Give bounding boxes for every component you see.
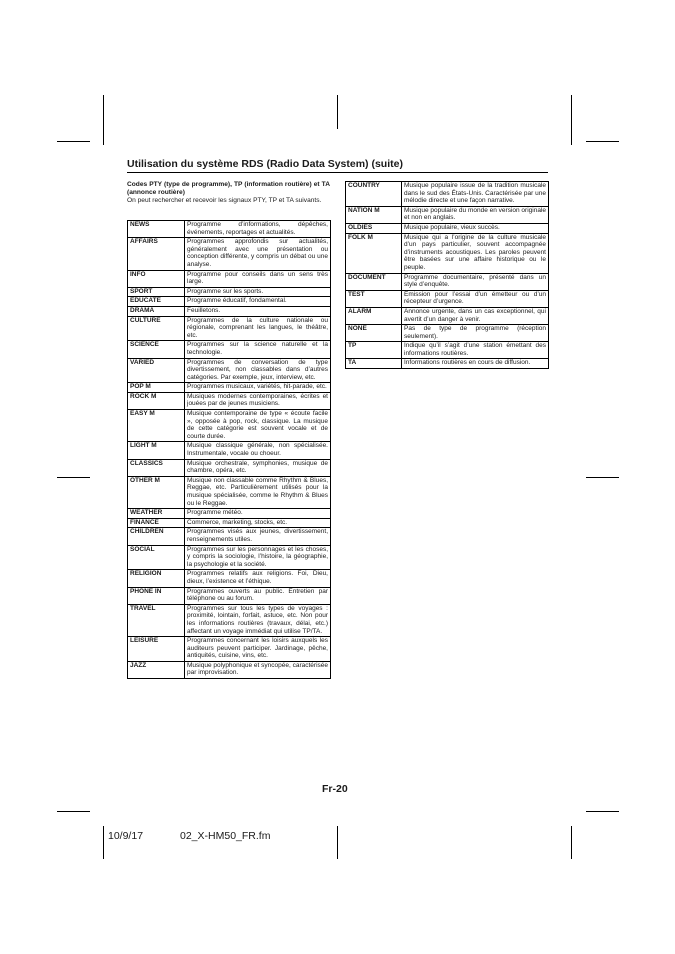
pty-codes-table-right: [345, 181, 549, 369]
table-row: [128, 528, 331, 545]
crop-mark: [571, 826, 572, 859]
table-row: [128, 518, 331, 528]
pty-codes-table-left: [127, 220, 331, 679]
table-row: [128, 661, 331, 678]
table-row: [128, 392, 331, 409]
pty-description: Musique non classable comme Rhythm & Blues, Reggae, etc. Particulièrement utilisés pour la musique spécialisée, comme le Rhythm & Blues ou le Reggae.: [185, 476, 331, 508]
pty-description: Feuilletons.: [185, 306, 331, 316]
pty-description: Musique populaire du monde en version originale et non en anglais.: [402, 206, 549, 223]
crop-mark: [337, 826, 338, 859]
pty-description: Indique qu’il s’agit d’une station émettant des informations routières.: [402, 342, 549, 359]
crop-mark: [586, 811, 619, 812]
pty-description: Programmes ouverts au public. Entretien par téléphone ou au forum.: [185, 587, 331, 604]
pty-code: NEWS: [128, 221, 185, 238]
pty-description: Programmes sur tous les types de voyages : proximité, lointain, forfait, astuce, etc. Non pour les informations routières (travaux, délai, etc.) affectant un voyage immédiat qui utilise TP/TA.: [185, 604, 331, 636]
pty-description: Programme pour conseils dans un sens très large.: [185, 270, 331, 287]
pty-description: Programmes visés aux jeunes, divertissement, renseignements utiles.: [185, 528, 331, 545]
pty-description: Musique classique générale, non spécialisée. Instrumentale, vocale ou choeur.: [185, 442, 331, 459]
pty-code: WEATHER: [128, 509, 185, 519]
pty-description: Musiques modernes contemporaines, écrites et jouées par de jeunes musiciens.: [185, 392, 331, 409]
table-row: [128, 637, 331, 662]
table-row: [128, 410, 331, 442]
pty-code: DOCUMENT: [346, 273, 402, 290]
pty-code: ROCK M: [128, 392, 185, 409]
pty-description: Émission pour l’essai d’un émetteur ou d’un récepteur d’urgence.: [402, 290, 549, 307]
pty-code: ALARM: [346, 307, 402, 324]
pty-code: NATION M: [346, 206, 402, 223]
pty-code: CHILDREN: [128, 528, 185, 545]
table-row: [128, 287, 331, 297]
crop-mark: [57, 477, 90, 478]
table-row: [128, 221, 331, 238]
pty-description: Programme documentaire, présenté dans un style d’enquête.: [402, 273, 549, 290]
page-title: Utilisation du système RDS (Radio Data System) (suite): [127, 158, 403, 170]
table-row: [346, 233, 549, 273]
pty-code: JAZZ: [128, 661, 185, 678]
table-row: [128, 509, 331, 519]
pty-code: FINANCE: [128, 518, 185, 528]
table-row: [346, 223, 549, 233]
table-row: [346, 206, 549, 223]
pty-code: OLDIES: [346, 223, 402, 233]
pty-code: POP M: [128, 383, 185, 393]
intro-text: On peut rechercher et recevoir les signaux PTY, TP et TA suivants.: [127, 196, 322, 204]
table-row: [346, 325, 549, 342]
pty-code: CULTURE: [128, 316, 185, 341]
table-row: [128, 270, 331, 287]
pty-code: VARIED: [128, 358, 185, 383]
pty-code: COUNTRY: [346, 182, 402, 207]
table-row: [128, 442, 331, 459]
title-divider: [127, 172, 548, 173]
pty-code: TA: [346, 359, 402, 369]
crop-mark: [103, 95, 104, 145]
table-row: [128, 587, 331, 604]
pty-code: TRAVEL: [128, 604, 185, 636]
pty-code: SCIENCE: [128, 341, 185, 358]
table-row: [128, 238, 331, 270]
table-row: [128, 383, 331, 393]
pty-description: Programme sur les sports.: [185, 287, 331, 297]
pty-description: Annonce urgente, dans un cas exceptionnel, qui avertit d’un danger à venir.: [402, 307, 549, 324]
pty-description: Musique polyphonique et syncopée, caractérisée par improvisation.: [185, 661, 331, 678]
table-row: [346, 359, 549, 369]
pty-code: CLASSICS: [128, 459, 185, 476]
table-row: [128, 604, 331, 636]
pty-description: Commerce, marketing, stocks, etc.: [185, 518, 331, 528]
intro-heading: Codes PTY (type de programme), TP (information routière) et TA (annonce routière): [127, 181, 330, 196]
table-row: [128, 570, 331, 587]
pty-description: Programmes sur la science naturelle et la technologie.: [185, 341, 331, 358]
pty-description: Musique qui a l’origine de la culture musicale d’un pays particulier, souvent accompagnée d’instruments acoustiques. Les paroles peuvent être basées sur une affaire historique ou le peuple.: [402, 233, 549, 273]
pty-code: PHONE IN: [128, 587, 185, 604]
table-row: [346, 182, 549, 207]
table-row: [128, 459, 331, 476]
table-row: [128, 316, 331, 341]
table-row: [128, 306, 331, 316]
page-number: Fr-20: [322, 783, 348, 795]
pty-description: Programme éducatif, fondamental.: [185, 297, 331, 307]
pty-code: LEISURE: [128, 637, 185, 662]
table-row: [128, 476, 331, 508]
pty-description: Programmes de la culture nationale ou régionale, comprenant les langues, le théâtre, etc.: [185, 316, 331, 341]
pty-code: SOCIAL: [128, 545, 185, 570]
pty-code: INFO: [128, 270, 185, 287]
pty-description: Programmes concernant les loisirs auxquels les auditeurs peuvent participer. Jardinage, pêche, antiquités, cuisine, vins, etc.: [185, 637, 331, 662]
pty-code: SPORT: [128, 287, 185, 297]
pty-description: Musique orchestrale, symphonies, musique de chambre, opéra, etc.: [185, 459, 331, 476]
pty-description: Programme d’informations, dépêches, événements, reportages et actualités.: [185, 221, 331, 238]
footer-date: 10/9/17: [108, 830, 144, 842]
pty-code: EASY M: [128, 410, 185, 442]
crop-mark: [586, 477, 619, 478]
pty-code: OTHER M: [128, 476, 185, 508]
footer-filename: 02_X-HM50_FR.fm: [180, 830, 271, 842]
pty-description: Musique populaire issue de la tradition musicale dans le sud des États-Unis. Caractérisée par une mélodie directe et une façon narrative.: [402, 182, 549, 207]
pty-code: DRAMA: [128, 306, 185, 316]
pty-code: LIGHT M: [128, 442, 185, 459]
table-row: [346, 273, 549, 290]
pty-description: Musique contemporaine de type « écoute facile », opposée à pop, rock, classique. La musique de cette catégorie est souvent vocale et de courte durée.: [185, 410, 331, 442]
crop-mark: [103, 826, 104, 859]
pty-description: Programmes musicaux, variétés, hit-parade, etc.: [185, 383, 331, 393]
pty-code: EDUCATE: [128, 297, 185, 307]
pty-code: FOLK M: [346, 233, 402, 273]
crop-mark: [57, 811, 90, 812]
table-row: [346, 342, 549, 359]
pty-description: Programme météo.: [185, 509, 331, 519]
pty-code: RELIGION: [128, 570, 185, 587]
table-row: [128, 341, 331, 358]
pty-code: NONE: [346, 325, 402, 342]
crop-mark: [57, 141, 90, 142]
pty-description: Programmes approfondis sur actualités, généralement avec une présentation ou conception différente, y compris un débat ou une analyse.: [185, 238, 331, 270]
table-row: [128, 545, 331, 570]
pty-description: Informations routières en cours de diffusion.: [402, 359, 549, 369]
pty-description: Musique populaire, vieux succès.: [402, 223, 549, 233]
pty-description: Programmes relatifs aux religions. Foi, Dieu, dieux, l’existence et l’éthique.: [185, 570, 331, 587]
pty-code: TP: [346, 342, 402, 359]
pty-code: TEST: [346, 290, 402, 307]
pty-description: Pas de type de programme (réception seulement).: [402, 325, 549, 342]
pty-description: Programmes sur les personnages et les choses, y compris la sociologie, l’histoire, la géographie, la psychologie et la société.: [185, 545, 331, 570]
table-row: [128, 297, 331, 307]
intro-section: [127, 181, 330, 204]
table-row: [346, 307, 549, 324]
crop-mark: [586, 141, 619, 142]
pty-description: Programmes de conversation de type divertissement, non classables dans d’autres catégories. Par exemple, jeux, interview, etc.: [185, 358, 331, 383]
crop-mark: [571, 95, 572, 145]
table-row: [346, 290, 549, 307]
pty-code: AFFAIRS: [128, 238, 185, 270]
table-row: [128, 358, 331, 383]
crop-mark: [337, 95, 338, 129]
